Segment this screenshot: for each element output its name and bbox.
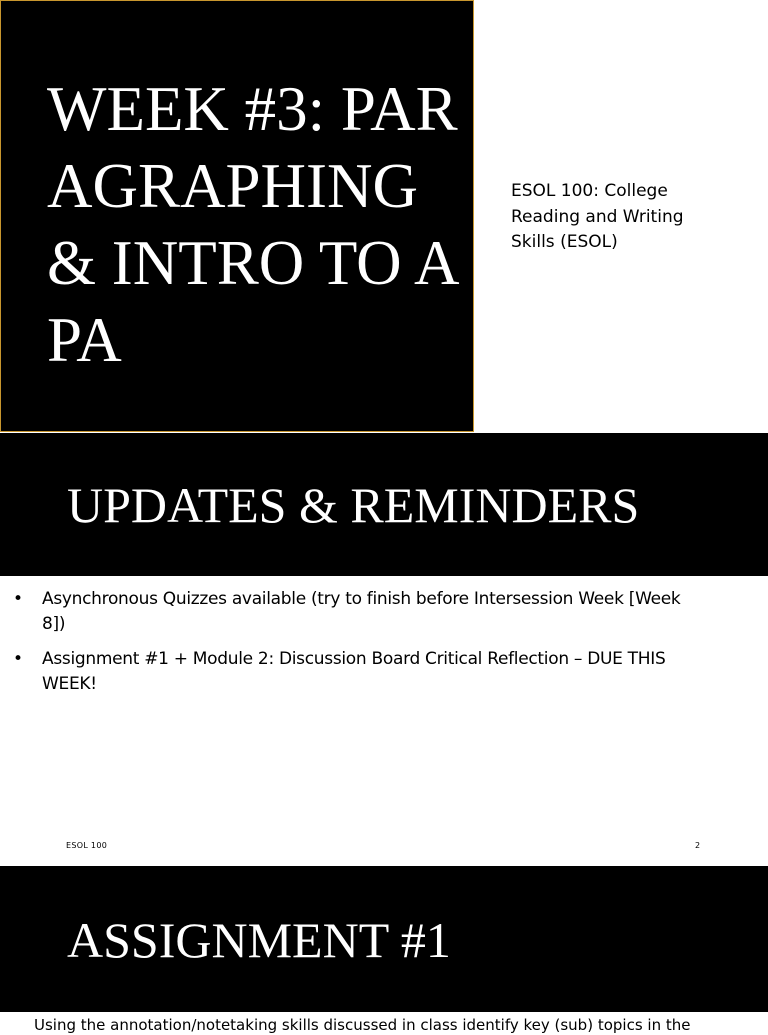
slide-title: WEEK #3: PARAGRAPHING & INTRO TO APA (47, 74, 460, 375)
slide-2 (0, 433, 768, 866)
bullet-text: Asynchronous Quizzes available (try to finish before Intersession Week [Week 8]) (42, 589, 681, 634)
slide-1 (0, 0, 768, 433)
bullet-icon: • (13, 649, 23, 669)
bullet-list (0, 587, 768, 707)
slide-body-text: Using the annotation/notetaking skills discussed in class identify key (sub) topics in the (34, 1016, 691, 1034)
list-item (0, 647, 702, 697)
slide-title: UPDATES & REMINDERS (67, 477, 640, 533)
slide-footer: ESOL 100 (66, 841, 108, 850)
title-box (0, 0, 474, 432)
page-number: 2 (695, 841, 701, 850)
slide-header (0, 433, 768, 576)
slide-title: ASSIGNMENT #1 (67, 912, 451, 968)
bullet-text: Assignment #1 + Module 2: Discussion Board Critical Reflection – DUE THIS WEEK! (42, 649, 666, 694)
slide-3 (0, 866, 768, 1034)
list-item (0, 587, 702, 637)
bullet-icon: • (13, 589, 23, 609)
slide-subtitle: ESOL 100: College Reading and Writing Skills (ESOL) (511, 181, 684, 252)
slide-header (0, 866, 768, 1012)
